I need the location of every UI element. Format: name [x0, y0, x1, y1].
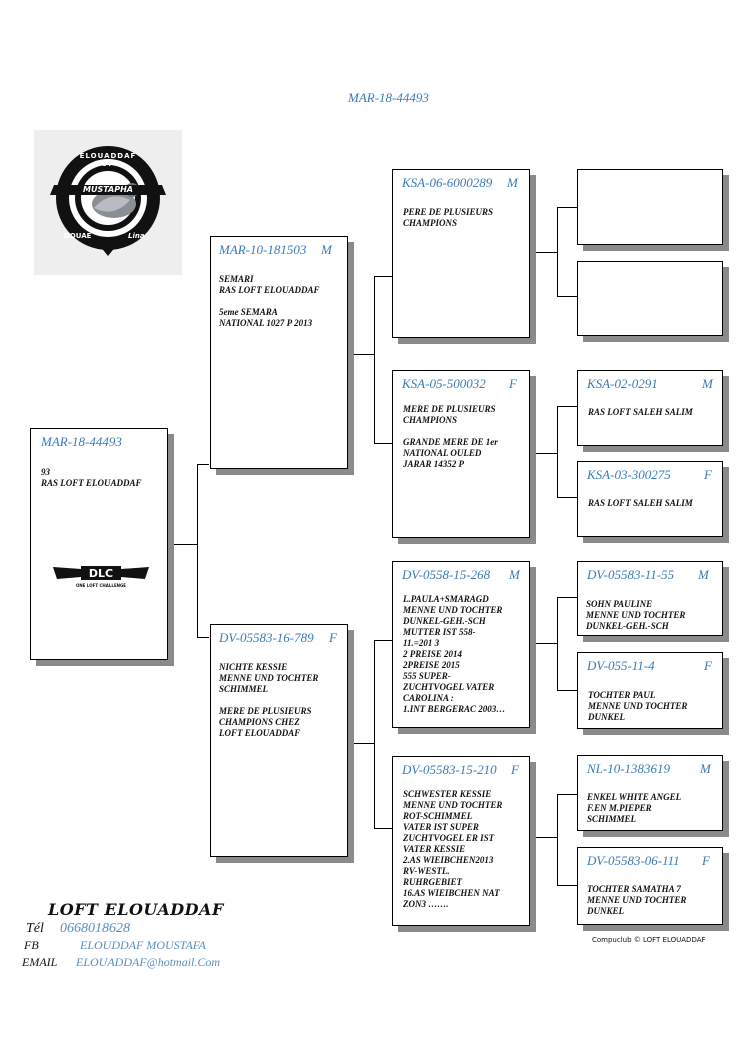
mother-ring: DV-05583-16-789: [219, 630, 314, 645]
great-grandparent-sex: M: [702, 376, 713, 391]
grandparent-sex: M: [507, 175, 518, 190]
grandparent-notes: L.PAULA+SMARAGD MENNE UND TOCHTER DUNKEL-GEH.-SCH MUTTER IST 558- 11.=201 3 2 PREISE 2014 2PREISE 2015 555 SUPER- ZUCHTVOGEL VATER CAROLINA : 1.INT BERGERAC 2003…: [403, 594, 506, 714]
great-grandparent-notes: RAS LOFT SALEH SALIM: [588, 498, 693, 508]
father-card[interactable]: [210, 236, 348, 469]
great-grandparent-sex: M: [700, 761, 711, 776]
grandparent-ring: DV-05583-15-210: [402, 762, 497, 777]
subject-notes: 93 RAS LOFT ELOUADDAF: [41, 467, 142, 488]
grandparent-ring: KSA-06-6000289: [402, 175, 493, 190]
great-grandparent-notes: ENKEL WHITE ANGEL F.EN M.PIEPER SCHIMMEL: [587, 792, 682, 824]
grandparent-notes: PERE DE PLUSIEURS CHAMPIONS: [403, 207, 494, 228]
grandparent-notes: MERE DE PLUSIEURS CHAMPIONS GRANDE MERE DE 1er NATIONAL OULED JARAR 14352 P: [403, 404, 498, 469]
subject-card[interactable]: [30, 428, 168, 660]
great-grandparent-notes: SOHN PAULINE MENNE UND TOCHTER DUNKEL-GEH.-SCH: [586, 599, 686, 631]
great-grandparent-card-4[interactable]: [577, 561, 723, 636]
mother-card[interactable]: [210, 624, 348, 857]
great-grandparent-card-2[interactable]: [577, 370, 723, 446]
tel-label: Tél: [26, 921, 44, 936]
great-grandparent-notes: RAS LOFT SALEH SALIM: [588, 407, 693, 417]
dlc-wings-icon: [51, 563, 151, 583]
grandparent-sex: M: [509, 567, 520, 582]
great-grandparent-card-1[interactable]: [577, 261, 723, 336]
great-grandparent-card-5[interactable]: [577, 652, 723, 729]
great-grandparent-ring: DV-055-11-4: [587, 658, 655, 673]
great-grandparent-sex: M: [698, 567, 709, 582]
fb-label: FB: [24, 938, 39, 952]
great-grandparent-notes: TOCHTER PAUL MENNE UND TOCHTER DUNKEL: [588, 690, 688, 722]
great-grandparent-sex: F: [704, 467, 712, 482]
great-grandparent-ring: KSA-03-300275: [587, 467, 671, 482]
software-credit: Compuclub © LOFT ELOUADDAF: [592, 936, 706, 944]
father-notes: SEMARI RAS LOFT ELOUADDAF 5eme SEMARA NATIONAL 1027 P 2013: [219, 274, 320, 328]
logo-right-text: Lina: [128, 232, 145, 240]
logo-banner-text: MUSTAPHA: [83, 185, 133, 194]
subject-ring: MAR-18-44493: [41, 434, 122, 449]
grandparent-sex: F: [509, 376, 517, 391]
tel-value[interactable]: 0668018628: [60, 921, 130, 936]
great-grandparent-card-6[interactable]: [577, 755, 723, 831]
great-grandparent-card-0[interactable]: [577, 169, 723, 245]
loft-logo: [34, 130, 182, 275]
father-sex: M: [321, 242, 332, 257]
fb-value[interactable]: ELOUDDAF MOUSTAFA: [80, 938, 206, 952]
great-grandparent-ring: DV-05583-11-55: [587, 567, 675, 582]
mother-notes: NICHTE KESSIE MENNE UND TOCHTER SCHIMMEL MERE DE PLUSIEURS CHAMPIONS CHEZ LOFT ELOUADDAF: [219, 662, 319, 738]
loft-name: LOFT ELOUADDAF: [48, 900, 224, 919]
grandparent-ring: KSA-05-500032: [402, 376, 486, 391]
great-grandparent-ring: NL-10-1383619: [587, 761, 671, 776]
grandparent-sex: F: [511, 762, 519, 777]
logo-left-text: DOUAE: [64, 232, 92, 240]
mother-sex: F: [329, 630, 337, 645]
page-title: MAR-18-44493: [348, 90, 429, 105]
great-grandparent-sex: F: [702, 853, 710, 868]
email-value[interactable]: ELOUADDAF@hotmail.Com: [76, 955, 221, 969]
grandparent-ring: DV-0558-15-268: [402, 567, 491, 582]
dlc-badge: [51, 563, 151, 588]
great-grandparent-card-7[interactable]: [577, 847, 723, 925]
dlc-subtitle: ONE LOFT CHALLENGE: [75, 583, 127, 588]
great-grandparent-notes: TOCHTER SAMATHA 7 MENNE UND TOCHTER DUNKEL: [587, 884, 687, 916]
logo-top-text: ELOUADDAF LOFT: [79, 152, 137, 168]
grandparent-card-0[interactable]: [392, 169, 530, 338]
great-grandparent-ring: DV-05583-06-111: [587, 853, 680, 868]
father-ring: MAR-10-181503: [219, 242, 307, 257]
email-label: EMAIL: [22, 955, 58, 969]
svg-text:DLC: DLC: [88, 567, 114, 580]
grandparent-card-3[interactable]: [392, 756, 530, 926]
grandparent-card-2[interactable]: [392, 561, 530, 728]
grandparent-notes: SCHWESTER KESSIE MENNE UND TOCHTER ROT-SCHIMMEL VATER IST SUPER ZUCHTVOGEL ER IST VATER KESSIE 2.AS WIEIBCHEN2013 RV-WESTL. RUHRGEBIET 16.AS WIEIBCHEN NAT ZON3 …….: [403, 789, 503, 909]
great-grandparent-sex: F: [704, 658, 712, 673]
great-grandparent-card-3[interactable]: [577, 461, 723, 537]
grandparent-card-1[interactable]: [392, 370, 530, 538]
great-grandparent-ring: KSA-02-0291: [587, 376, 658, 391]
